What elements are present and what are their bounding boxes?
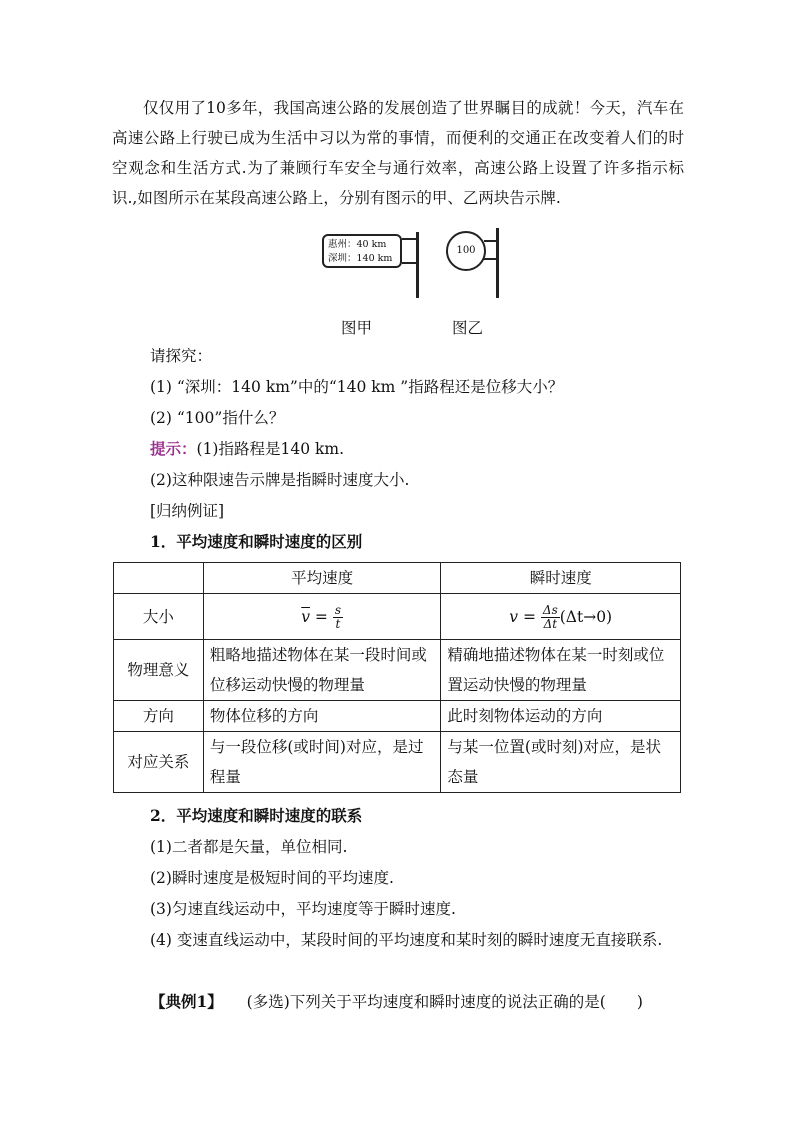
table-header-instant: 瞬时速度 [441, 563, 681, 594]
inst-den: Δt [543, 617, 558, 631]
hint-label: 提示： [150, 439, 197, 458]
point-2: (2)瞬时速度是极短时间的平均速度. [150, 869, 394, 887]
row-label-meaning: 物理意义 [114, 640, 204, 701]
point-3: (3)匀速直线运动中，平均速度等于瞬时速度. [150, 900, 456, 918]
avg-fraction [333, 604, 343, 631]
caption-figure-b: 图乙 [452, 319, 484, 337]
sign-pole-a [416, 232, 419, 298]
instant-speed-formula [441, 594, 681, 640]
inst-eq: = [522, 607, 536, 626]
point-4: (4) 变速直线运动中，某段时间的平均速度和某时刻的瞬时速度无直接联系. [150, 931, 663, 949]
average-relation: 与一段位移(或时间)对应，是过程量 [203, 732, 441, 793]
comparison-table [113, 562, 681, 793]
distance-sign [322, 234, 402, 268]
row-label-direction: 方向 [114, 701, 204, 732]
point-1: (1)二者都是矢量，单位相同. [150, 838, 348, 856]
inst-condition: (Δt→0) [559, 607, 613, 626]
avg-den: t [335, 617, 341, 631]
question-1: (1) “深圳：140 km”中的“140 km ”指路程还是位移大小？ [150, 378, 564, 396]
inst-lhs: v [509, 607, 519, 626]
table-header-average: 平均速度 [203, 563, 441, 594]
inst-num: Δs [542, 603, 558, 617]
distance-sign-line2: 深圳：140 km [328, 253, 393, 264]
speed-limit-sign: 100 [446, 231, 486, 271]
instant-relation: 与某一位置(或时刻)对应，是状态量 [441, 732, 681, 793]
speed-bracket-bottom [484, 258, 496, 260]
table-row [114, 732, 681, 793]
speed-bracket-top [484, 240, 496, 242]
table-row [114, 640, 681, 701]
table-row [114, 701, 681, 732]
avg-num: s [334, 603, 342, 617]
table-header-row [114, 563, 681, 594]
avg-lhs: $\overline{v}$ [301, 607, 310, 626]
distance-sign-line1: 惠州：40 km [328, 239, 387, 250]
example-label: 【典例1】 [150, 992, 223, 1011]
section-heading-1: 1．平均速度和瞬时速度的区别 [150, 532, 363, 551]
caption-figure-a: 图甲 [341, 319, 373, 337]
average-speed-formula [203, 594, 441, 640]
example-text: (多选)下列关于平均速度和瞬时速度的说法正确的是( ) [246, 993, 643, 1011]
inst-fraction [541, 604, 560, 631]
instant-meaning: 精确地描述物体在某一时刻或位置运动快慢的物理量 [441, 640, 681, 701]
average-meaning: 粗略地描述物体在某一段时间或位移运动快慢的物理量 [203, 640, 441, 701]
sign-bracket-bottom [402, 262, 416, 264]
intro-paragraph: 仅仅用了10多年，我国高速公路的发展创造了世界瞩目的成就！今天，汽车在高速公路上行驶已成为生活中习以为常的事情，而便利的交通正在改变着人们的时空观念和生活方式.为了兼顾行车安全与通行效率，高速公路上设置了许多指示标识.,如图所示在某段高速公路上，分别有图示的甲、乙两块告示牌. [112, 99, 684, 207]
average-direction: 物体位移的方向 [203, 701, 441, 732]
answer-1 [150, 439, 344, 459]
answer-2: (2)这种限速告示牌是指瞬时速度大小. [150, 471, 410, 489]
row-label-relation: 对应关系 [114, 732, 204, 793]
sign-bracket-top [402, 238, 416, 240]
example-1 [150, 992, 643, 1012]
sign-figure [318, 228, 508, 300]
answer-1-text: (1)指路程是140 km. [196, 440, 345, 458]
question-2: (2) “100”指什么？ [150, 409, 285, 427]
row-label-size: 大小 [114, 594, 204, 640]
avg-eq: = [314, 607, 328, 626]
table-row [114, 594, 681, 640]
sign-pole-b [496, 228, 499, 298]
section-heading-2: 2．平均速度和瞬时速度的联系 [150, 806, 363, 825]
table-header-empty [114, 563, 204, 594]
instant-direction: 此时刻物体运动的方向 [441, 701, 681, 732]
section-tag: [归纳例证] [150, 502, 225, 520]
explore-prompt: 请探究： [150, 347, 213, 365]
